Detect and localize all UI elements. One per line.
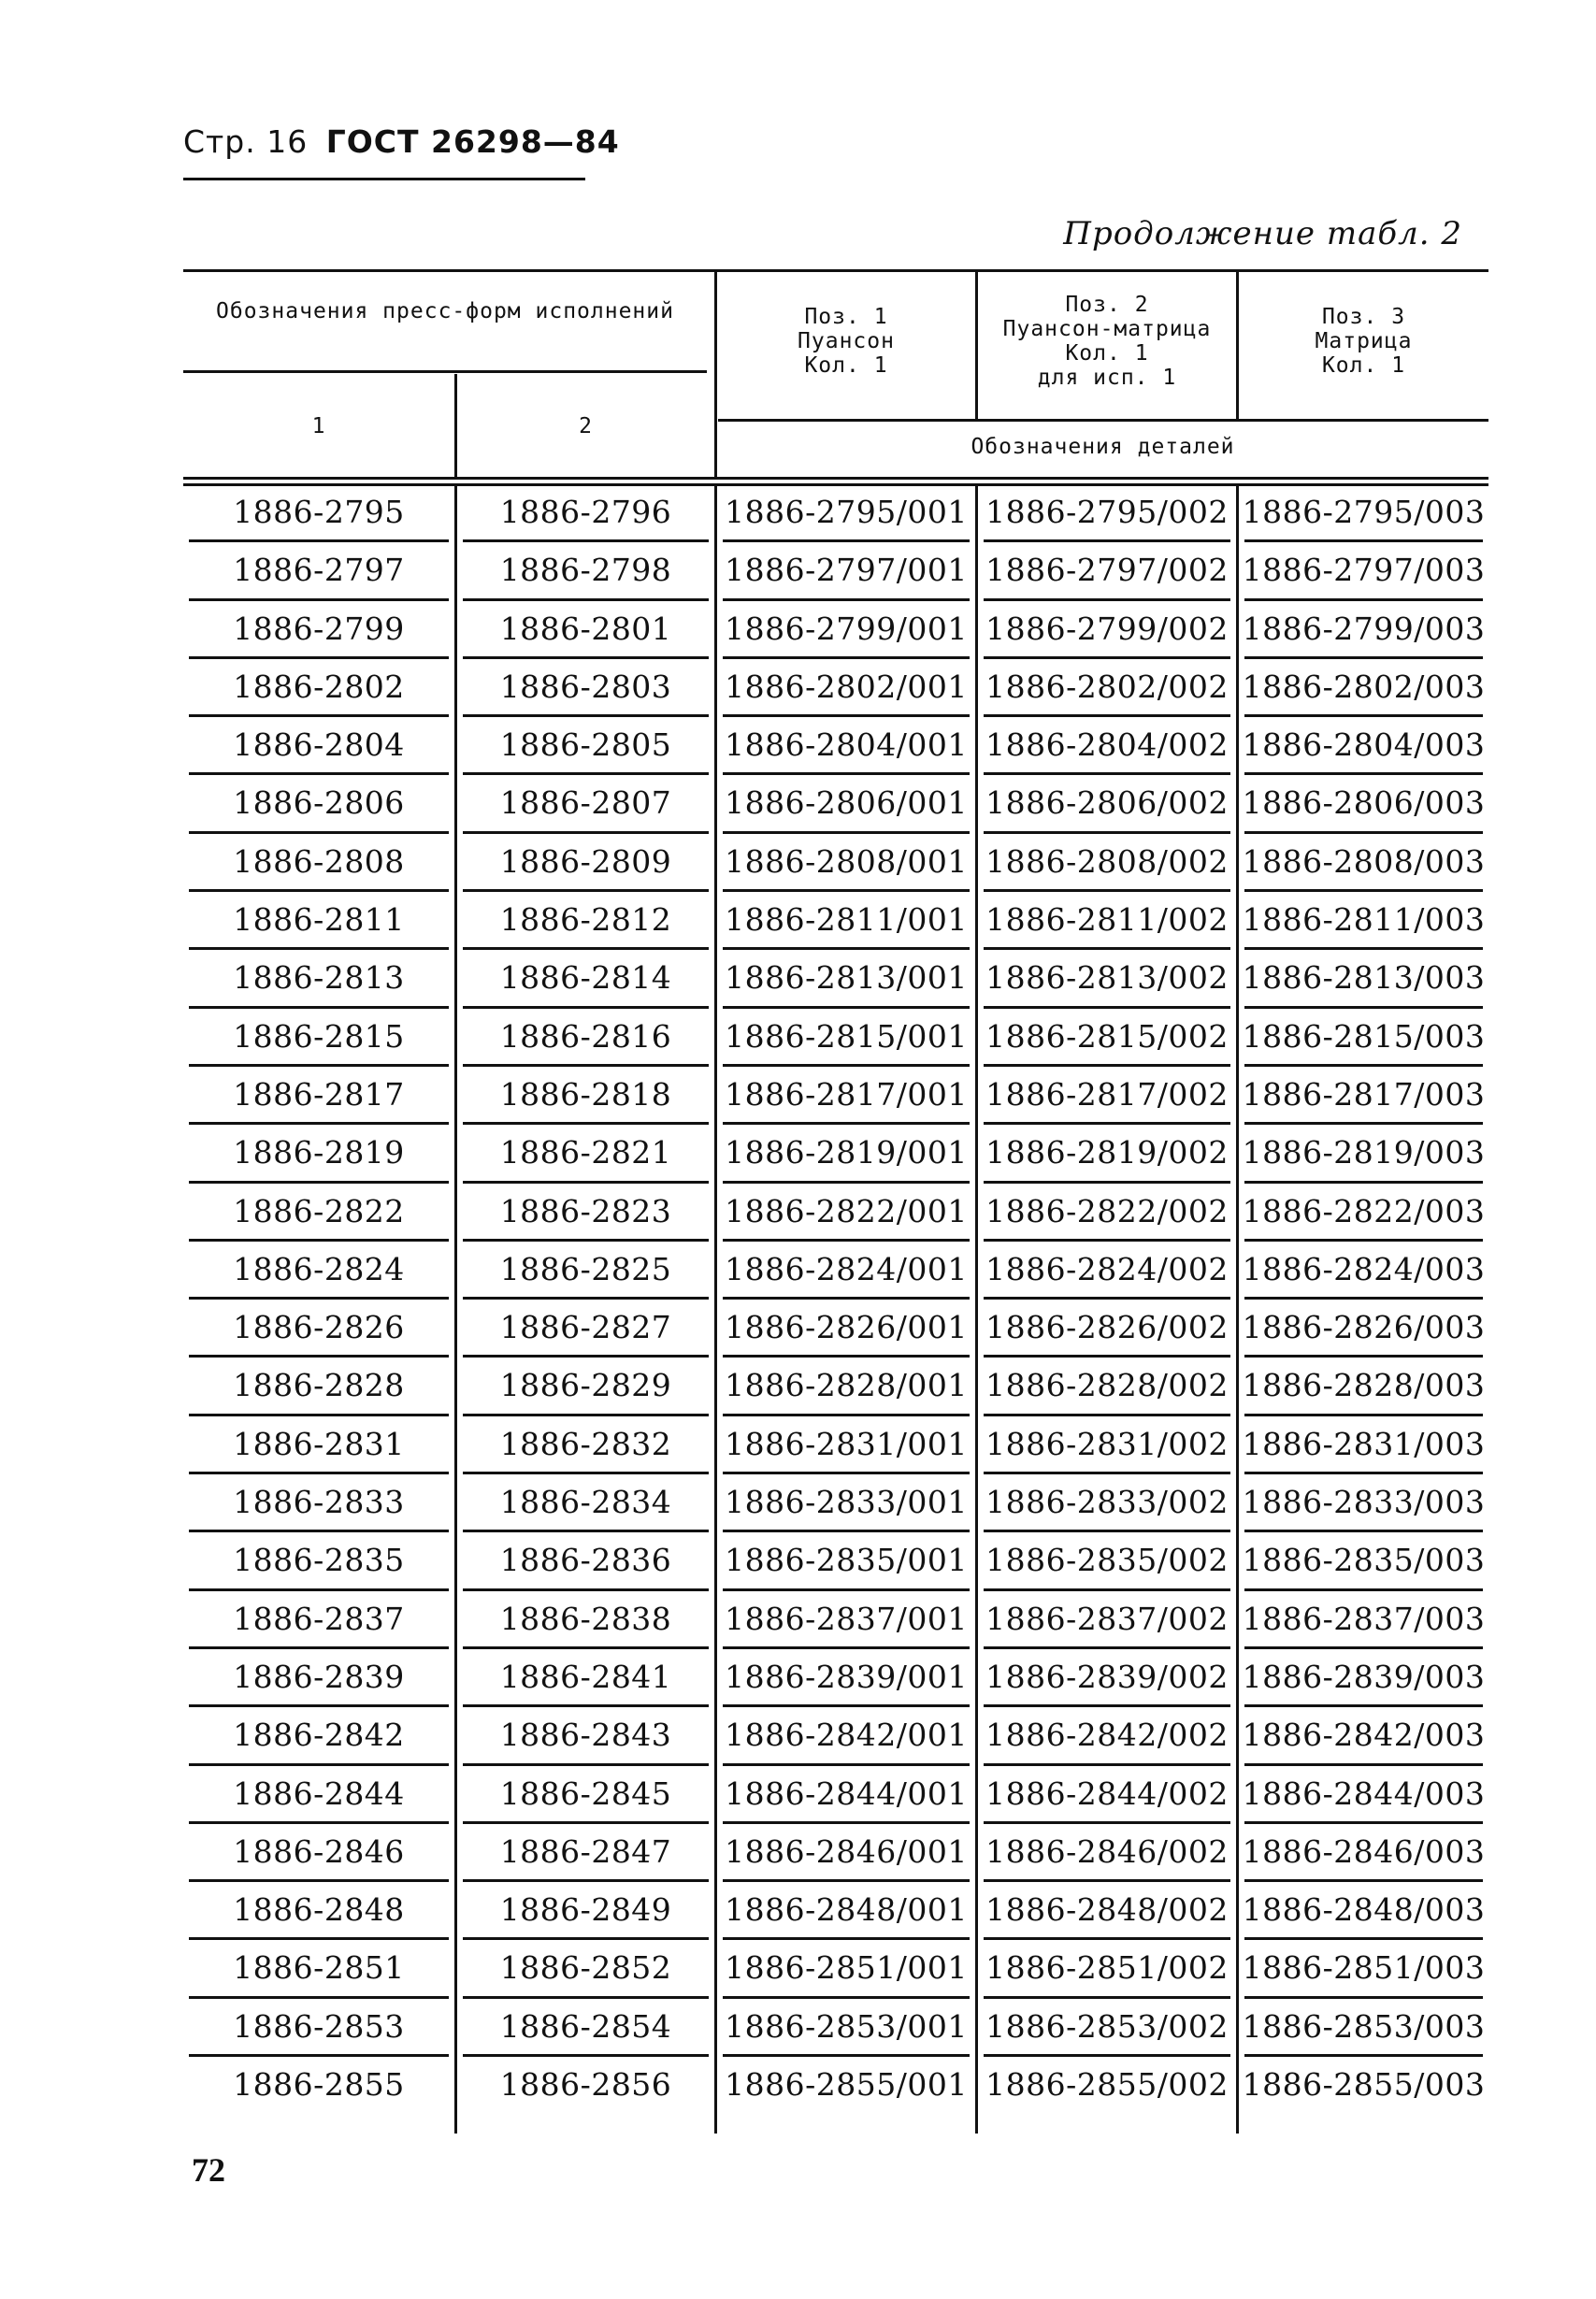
cell-punch: 1886-2831/001 — [725, 1425, 968, 1462]
cell-punch-die: 1886-2851/002 — [985, 1949, 1229, 1987]
table-row — [183, 1766, 1488, 1824]
cell-die: 1886-2819/003 — [1242, 1134, 1486, 1171]
cell-designation-1: 1886-2819 — [233, 1134, 405, 1171]
table-row — [183, 1184, 1488, 1242]
cell-die: 1886-2831/003 — [1242, 1425, 1486, 1462]
cell-die: 1886-2808/003 — [1242, 842, 1486, 880]
cell-die: 1886-2795/003 — [1242, 494, 1486, 530]
cell-die: 1886-2842/003 — [1242, 1717, 1486, 1754]
table-row — [183, 542, 1488, 600]
cell-punch: 1886-2826/001 — [725, 1309, 968, 1346]
cell-die: 1886-2817/003 — [1242, 1075, 1486, 1113]
cell-designation-2: 1886-2823 — [499, 1192, 672, 1229]
cell-designation-2: 1886-2836 — [499, 1542, 672, 1579]
table-top-rule — [183, 269, 1488, 272]
cell-punch-die: 1886-2804/002 — [985, 726, 1229, 764]
cell-punch-die: 1886-2808/002 — [985, 842, 1229, 880]
cell-designation-2: 1886-2821 — [499, 1134, 672, 1171]
cell-punch-die: 1886-2811/002 — [985, 901, 1229, 939]
cell-die: 1886-2833/003 — [1242, 1484, 1486, 1521]
table-row — [183, 1532, 1488, 1590]
cell-designation-1: 1886-2826 — [233, 1309, 405, 1346]
table-row — [183, 1940, 1488, 1998]
cell-designation-2: 1886-2796 — [499, 494, 672, 530]
cell-designation-2: 1886-2854 — [499, 2007, 672, 2045]
cell-designation-2: 1886-2816 — [499, 1017, 672, 1055]
cell-die: 1886-2835/003 — [1242, 1542, 1486, 1579]
cell-designation-1: 1886-2824 — [233, 1250, 405, 1287]
cell-designation-2: 1886-2829 — [499, 1367, 672, 1404]
cell-punch: 1886-2839/001 — [725, 1658, 968, 1695]
table-row — [183, 1707, 1488, 1765]
cell-designation-2: 1886-2852 — [499, 1949, 672, 1987]
table-row — [183, 1358, 1488, 1415]
cell-die: 1886-2806/003 — [1242, 784, 1486, 822]
table-row — [183, 1125, 1488, 1183]
cell-punch-die: 1886-2833/002 — [985, 1484, 1229, 1521]
cell-die: 1886-2851/003 — [1242, 1949, 1486, 1987]
header-pos1-line: Пуансон — [798, 329, 895, 353]
table-row — [183, 601, 1488, 659]
cell-punch-die: 1886-2848/002 — [985, 1891, 1229, 1929]
cell-punch-die: 1886-2797/002 — [985, 552, 1229, 589]
cell-punch-die: 1886-2855/002 — [985, 2066, 1229, 2104]
cell-punch: 1886-2799/001 — [725, 610, 968, 647]
cell-punch: 1886-2824/001 — [725, 1250, 968, 1287]
table-row — [183, 717, 1488, 775]
cell-designation-1: 1886-2837 — [233, 1600, 405, 1637]
table-row — [183, 1999, 1488, 2057]
cell-designation-1: 1886-2828 — [233, 1367, 405, 1404]
cell-die: 1886-2824/003 — [1242, 1250, 1486, 1287]
cell-designation-2: 1886-2849 — [499, 1891, 672, 1929]
table-row — [183, 1591, 1488, 1649]
cell-designation-1: 1886-2846 — [233, 1832, 405, 1870]
page-number: 72 — [192, 2151, 225, 2189]
cell-designation-1: 1886-2831 — [233, 1425, 405, 1462]
cell-punch-die: 1886-2813/002 — [985, 959, 1229, 997]
cell-punch-die: 1886-2828/002 — [985, 1367, 1229, 1404]
cell-die: 1886-2826/003 — [1242, 1309, 1486, 1346]
cell-punch: 1886-2822/001 — [725, 1192, 968, 1229]
table-row — [183, 775, 1488, 833]
cell-designation-2: 1886-2847 — [499, 1832, 672, 1870]
cell-die: 1886-2813/003 — [1242, 959, 1486, 997]
cell-die: 1886-2848/003 — [1242, 1891, 1486, 1929]
cell-designation-2: 1886-2845 — [499, 1775, 672, 1812]
header-group-rule — [183, 370, 707, 373]
cell-die: 1886-2853/003 — [1242, 2007, 1486, 2045]
cell-designation-1: 1886-2835 — [233, 1542, 405, 1579]
cell-punch-die: 1886-2826/002 — [985, 1309, 1229, 1346]
cell-designation-2: 1886-2807 — [499, 784, 672, 822]
header-pos2-line: Пуансон-матрица — [1002, 317, 1212, 341]
cell-designation-1: 1886-2813 — [233, 959, 405, 997]
header-pos1-line: Поз. 1 — [804, 305, 888, 329]
cell-punch: 1886-2855/001 — [725, 2066, 968, 2104]
header-pos3 — [1239, 305, 1488, 378]
table-row — [183, 1882, 1488, 1940]
cell-punch: 1886-2808/001 — [725, 842, 968, 880]
cell-designation-2: 1886-2814 — [499, 959, 672, 997]
table-row — [183, 1824, 1488, 1882]
header-bottom-rule-1 — [183, 477, 1488, 480]
table-row — [183, 1416, 1488, 1474]
table-row — [183, 1242, 1488, 1300]
cell-designation-1: 1886-2853 — [233, 2007, 405, 2045]
header-pos-rule — [718, 419, 1488, 422]
table-row — [183, 1009, 1488, 1067]
cell-die: 1886-2802/003 — [1242, 668, 1486, 705]
cell-designation-2: 1886-2801 — [499, 610, 672, 647]
cell-designation-2: 1886-2856 — [499, 2066, 672, 2104]
cell-punch-die: 1886-2795/002 — [985, 494, 1229, 530]
cell-designation-1: 1886-2795 — [233, 494, 405, 530]
cell-punch: 1886-2795/001 — [725, 494, 968, 530]
cell-punch: 1886-2804/001 — [725, 726, 968, 764]
header-pos2-line: Поз. 2 — [1065, 293, 1149, 317]
page-header — [183, 123, 620, 160]
cell-die: 1886-2797/003 — [1242, 552, 1486, 589]
cell-designation-1: 1886-2851 — [233, 1949, 405, 1987]
cell-punch: 1886-2846/001 — [725, 1832, 968, 1870]
cell-designation-1: 1886-2802 — [233, 668, 405, 705]
cell-punch: 1886-2835/001 — [725, 1542, 968, 1579]
cell-designation-1: 1886-2848 — [233, 1891, 405, 1929]
header-rule — [183, 178, 585, 180]
cell-punch: 1886-2842/001 — [725, 1717, 968, 1754]
table-row — [183, 1474, 1488, 1532]
cell-designation-2: 1886-2812 — [499, 901, 672, 939]
header-pos1 — [717, 305, 975, 378]
continuation-label: Продолжение табл. 2 — [1063, 215, 1462, 252]
table-row — [183, 659, 1488, 717]
cell-die: 1886-2804/003 — [1242, 726, 1486, 764]
cell-punch-die: 1886-2817/002 — [985, 1075, 1229, 1113]
cell-punch: 1886-2851/001 — [725, 1949, 968, 1987]
header-details: Обозначения деталей — [971, 435, 1235, 459]
cell-designation-1: 1886-2808 — [233, 842, 405, 880]
cell-punch: 1886-2828/001 — [725, 1367, 968, 1404]
cell-punch-die: 1886-2844/002 — [985, 1775, 1229, 1812]
table-row — [183, 1067, 1488, 1125]
cell-punch-die: 1886-2853/002 — [985, 2007, 1229, 2045]
cell-designation-1: 1886-2797 — [233, 552, 405, 589]
table-row — [183, 1649, 1488, 1707]
cell-punch: 1886-2802/001 — [725, 668, 968, 705]
cell-punch: 1886-2833/001 — [725, 1484, 968, 1521]
standard-code: ГОСТ 26298—84 — [325, 123, 620, 160]
cell-die: 1886-2855/003 — [1242, 2066, 1486, 2104]
cell-die: 1886-2815/003 — [1242, 1017, 1486, 1055]
cell-designation-2: 1886-2843 — [499, 1717, 672, 1754]
cell-designation-1: 1886-2833 — [233, 1484, 405, 1521]
cell-designation-2: 1886-2818 — [499, 1075, 672, 1113]
cell-punch: 1886-2806/001 — [725, 784, 968, 822]
header-pos1-line: Кол. 1 — [804, 353, 888, 378]
cell-designation-2: 1886-2803 — [499, 668, 672, 705]
cell-punch-die: 1886-2837/002 — [985, 1600, 1229, 1637]
header-pos2-line: для исп. 1 — [1037, 366, 1177, 390]
header-pos3-line: Матрица — [1315, 329, 1413, 353]
cell-punch: 1886-2837/001 — [725, 1600, 968, 1637]
cell-die: 1886-2837/003 — [1242, 1600, 1486, 1637]
table-body — [183, 484, 1488, 2115]
cell-designation-1: 1886-2815 — [233, 1017, 405, 1055]
cell-punch: 1886-2813/001 — [725, 959, 968, 997]
cell-designation-1: 1886-2811 — [233, 901, 405, 939]
cell-die: 1886-2844/003 — [1242, 1775, 1486, 1812]
header-pos2 — [978, 293, 1236, 390]
cell-punch: 1886-2853/001 — [725, 2007, 968, 2045]
cell-punch-die: 1886-2846/002 — [985, 1832, 1229, 1870]
page-label: Стр. 16 — [183, 123, 309, 160]
cell-designation-1: 1886-2822 — [233, 1192, 405, 1229]
cell-designation-2: 1886-2838 — [499, 1600, 672, 1637]
cell-punch-die: 1886-2831/002 — [985, 1425, 1229, 1462]
cell-punch: 1886-2815/001 — [725, 1017, 968, 1055]
cell-punch-die: 1886-2815/002 — [985, 1017, 1229, 1055]
cell-die: 1886-2828/003 — [1242, 1367, 1486, 1404]
cell-designation-2: 1886-2827 — [499, 1309, 672, 1346]
table-row — [183, 892, 1488, 950]
cell-designation-1: 1886-2806 — [233, 784, 405, 822]
cell-designation-2: 1886-2832 — [499, 1425, 672, 1462]
table-row — [183, 2057, 1488, 2115]
cell-designation-2: 1886-2798 — [499, 552, 672, 589]
cell-punch-die: 1886-2839/002 — [985, 1658, 1229, 1695]
cell-punch-die: 1886-2819/002 — [985, 1134, 1229, 1171]
cell-designation-1: 1886-2817 — [233, 1075, 405, 1113]
cell-punch-die: 1886-2842/002 — [985, 1717, 1229, 1754]
cell-designation-1: 1886-2842 — [233, 1717, 405, 1754]
header-group-label: Обозначения пресс-форм исполнений — [216, 299, 674, 323]
cell-die: 1886-2846/003 — [1242, 1832, 1486, 1870]
cell-punch: 1886-2819/001 — [725, 1134, 968, 1171]
cell-punch-die: 1886-2822/002 — [985, 1192, 1229, 1229]
cell-die: 1886-2839/003 — [1242, 1658, 1486, 1695]
table-row — [183, 1300, 1488, 1358]
cell-die: 1886-2811/003 — [1242, 901, 1486, 939]
cell-punch-die: 1886-2799/002 — [985, 610, 1229, 647]
cell-punch: 1886-2817/001 — [725, 1075, 968, 1113]
cell-designation-1: 1886-2804 — [233, 726, 405, 764]
cell-designation-1: 1886-2799 — [233, 610, 405, 647]
cell-punch: 1886-2811/001 — [725, 901, 968, 939]
header-pos3-line: Поз. 3 — [1321, 305, 1406, 329]
table-row — [183, 834, 1488, 892]
cell-designation-1: 1886-2855 — [233, 2066, 405, 2104]
cell-designation-2: 1886-2834 — [499, 1484, 672, 1521]
table-row — [183, 484, 1488, 542]
cell-designation-2: 1886-2825 — [499, 1250, 672, 1287]
cell-die: 1886-2799/003 — [1242, 610, 1486, 647]
cell-punch-die: 1886-2802/002 — [985, 668, 1229, 705]
cell-punch: 1886-2797/001 — [725, 552, 968, 589]
header-pos2-line: Кол. 1 — [1065, 341, 1149, 366]
header-col-1: 1 — [311, 414, 326, 438]
cell-die: 1886-2822/003 — [1242, 1192, 1486, 1229]
cell-designation-2: 1886-2841 — [499, 1658, 672, 1695]
header-pos3-line: Кол. 1 — [1321, 353, 1406, 378]
cell-designation-1: 1886-2844 — [233, 1775, 405, 1812]
cell-designation-2: 1886-2805 — [499, 726, 672, 764]
header-col-2: 2 — [579, 414, 593, 438]
cell-punch: 1886-2848/001 — [725, 1891, 968, 1929]
table-row — [183, 950, 1488, 1008]
cell-designation-2: 1886-2809 — [499, 842, 672, 880]
cell-punch: 1886-2844/001 — [725, 1775, 968, 1812]
cell-punch-die: 1886-2806/002 — [985, 784, 1229, 822]
cell-punch-die: 1886-2835/002 — [985, 1542, 1229, 1579]
cell-punch-die: 1886-2824/002 — [985, 1250, 1229, 1287]
cell-designation-1: 1886-2839 — [233, 1658, 405, 1695]
